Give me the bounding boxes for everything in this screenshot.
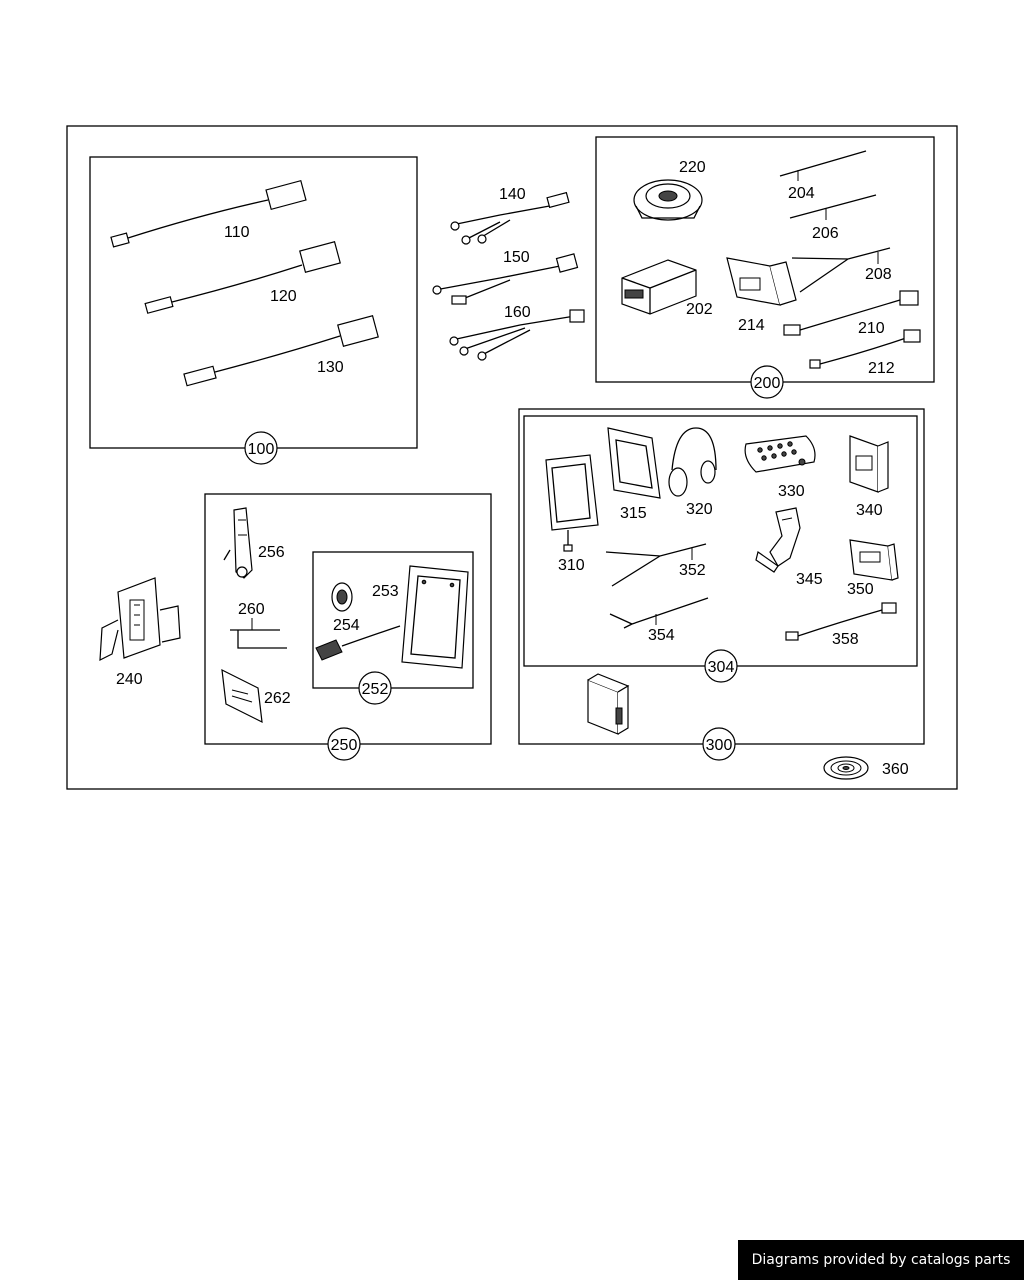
part-202-label: 202 (686, 301, 713, 318)
part-212-label: 212 (868, 360, 895, 377)
part-204-label: 204 (788, 185, 815, 202)
group-250-label: 250 (330, 737, 358, 754)
part-160-label: 160 (504, 304, 531, 321)
group-100-label: 100 (247, 441, 275, 458)
part-350-label: 350 (847, 581, 874, 598)
part-208-label: 208 (865, 266, 892, 283)
headphones-320-icon (669, 428, 716, 496)
part-358-label: 358 (832, 631, 859, 648)
group-100 (90, 157, 417, 464)
part-140-label: 140 (499, 186, 526, 203)
part-345-label: 345 (796, 571, 823, 588)
part-354-label: 354 (648, 627, 675, 644)
screen-310-icon (546, 455, 598, 551)
part-120-label: 120 (270, 288, 297, 305)
part-330-label: 330 (778, 483, 805, 500)
frame-315-icon (608, 428, 660, 498)
part-220-label: 220 (679, 159, 706, 176)
part-256-label: 256 (258, 544, 285, 561)
part-260-label: 260 (238, 601, 265, 618)
cable-210-icon (784, 291, 918, 335)
cable-204-icon (780, 151, 866, 176)
module-box-icon (588, 674, 628, 734)
part-310-label: 310 (558, 557, 585, 574)
box-340-icon (850, 436, 888, 492)
remote-330-icon (745, 436, 815, 472)
part-320-label: 320 (686, 501, 713, 518)
part-110-label: 110 (224, 224, 250, 241)
part-214-label: 214 (738, 317, 765, 334)
cable-110-icon (111, 181, 306, 247)
group-252 (313, 552, 473, 704)
part-360-label: 360 (882, 761, 909, 778)
cable-354-icon (610, 598, 708, 628)
group-300 (519, 409, 924, 760)
part-210-label: 210 (858, 320, 885, 337)
cable-130-icon (184, 316, 378, 386)
part-254-label: 254 (333, 617, 360, 634)
group-304 (524, 416, 917, 682)
group-250 (205, 494, 491, 760)
bracket-240-icon (100, 578, 180, 660)
group-300-label: 300 (705, 737, 733, 754)
frame-253-icon (402, 566, 468, 668)
credit-banner: Diagrams provided by catalogs parts (738, 1240, 1024, 1280)
cable-120-icon (145, 242, 340, 313)
part-150-label: 150 (503, 249, 530, 266)
cable-260-icon (230, 630, 287, 648)
part-315-label: 315 (620, 505, 647, 522)
part-253-label: 253 (372, 583, 399, 600)
part-352-label: 352 (679, 562, 706, 579)
group-304-label: 304 (707, 659, 735, 676)
part-340-label: 340 (856, 502, 883, 519)
part-130-label: 130 (317, 359, 344, 376)
plate-262-icon (222, 670, 262, 722)
booklet-350-icon (850, 540, 898, 580)
group-200-label: 200 (753, 375, 781, 392)
speaker-220-icon (634, 180, 702, 220)
bracket-345-icon (756, 508, 800, 572)
group-200 (596, 137, 934, 398)
booklet-214-icon (727, 258, 796, 305)
knob-254-icon (332, 583, 352, 611)
part-240-label: 240 (116, 671, 143, 688)
part-206-label: 206 (812, 225, 839, 242)
bracket-256-icon (224, 508, 252, 578)
module-202-icon (622, 260, 696, 314)
group-252-label: 252 (361, 681, 389, 698)
part-262-label: 262 (264, 690, 291, 707)
disc-360-icon (824, 757, 868, 779)
